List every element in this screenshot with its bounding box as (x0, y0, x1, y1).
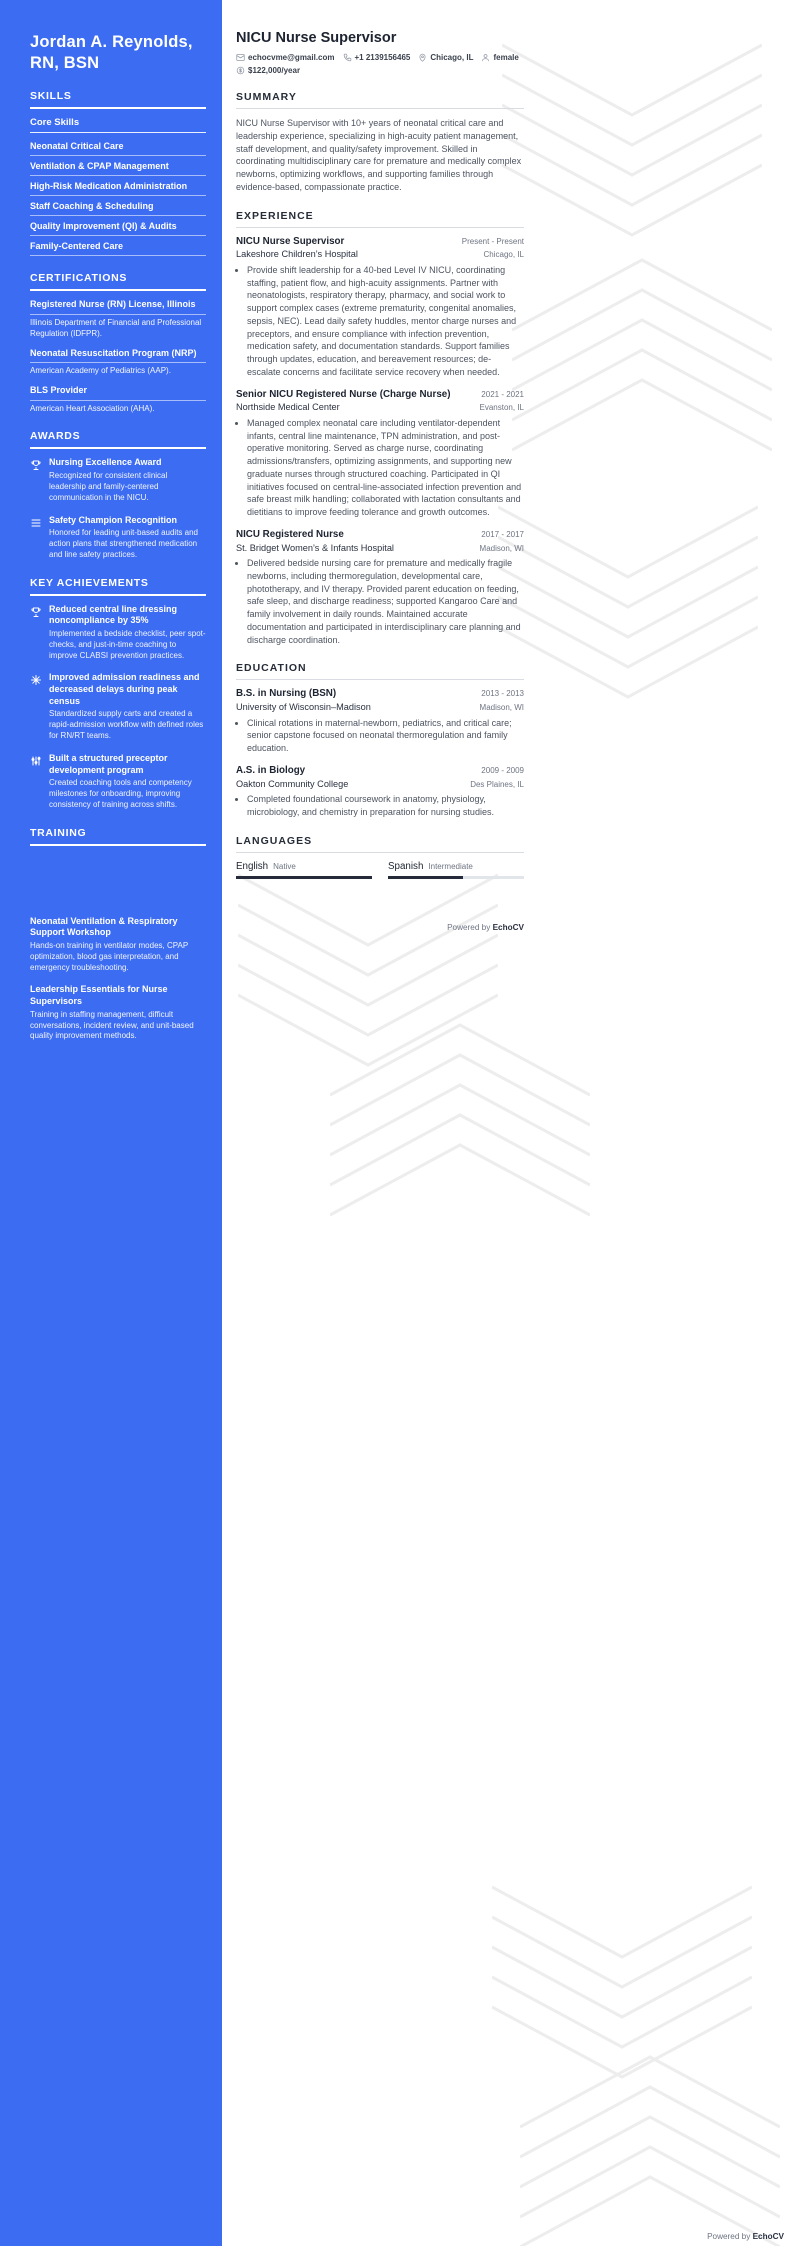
languages-heading: LANGUAGES (236, 835, 524, 853)
skills-group-title: Core Skills (30, 117, 206, 133)
language-proficiency-fill (388, 876, 463, 879)
education-bullet: • Completed foundational coursework in anatomy, physiology, microbiology, and chemistry in preparation for nursing studies. (247, 793, 524, 819)
job-company: St. Bridget Women’s & Infants Hospital (236, 542, 394, 553)
language-item (388, 861, 524, 879)
sparkle-icon (30, 672, 42, 741)
education-bullets (236, 793, 524, 819)
school-name: University of Wisconsin–Madison (236, 702, 371, 713)
contact-location-value: Chicago, IL (430, 53, 474, 62)
achievement-name: Improved admission readiness and decreased delays during peak census (49, 672, 200, 706)
contact-location (418, 53, 473, 62)
award-name: Nursing Excellence Award (49, 457, 162, 468)
language-name: Spanish (388, 860, 424, 872)
contact-gender-value: female (493, 53, 519, 62)
achievement-item (30, 672, 206, 741)
award-item (30, 457, 206, 503)
job-location: Madison, WI (479, 543, 524, 553)
summary-text: NICU Nurse Supervisor with 10+ years of neonatal critical care and leadership experience, specializing in high-acuity patient management, staff development, and quality/safety improvement. Skilled in coordinating multidisciplinary care for premature and medically complex newborns, optimizing workflows, and supporting families through evidence-based, compassionate practice. (236, 118, 522, 192)
job-dates: 2017 - 2017 (481, 529, 524, 539)
training-description: Hands-on training in ventilator modes, CPAP optimization, blood gas interpretation, and emergency troubleshooting. (30, 940, 189, 972)
email-icon (236, 53, 245, 62)
skills-heading: SKILLS (30, 90, 206, 109)
experience-entry (236, 236, 524, 379)
summary-section (236, 91, 524, 194)
contact-salary-value: $122,000/year (248, 66, 301, 75)
degree-name: B.S. in Nursing (BSN) (236, 688, 337, 700)
achievement-description: Created coaching tools and competency milestones for onboarding, improving consistency of training across shifts. (49, 778, 192, 809)
job-company: Lakeshore Children’s Hospital (236, 249, 358, 260)
chevron-pattern (498, 492, 758, 702)
candidate-name: Jordan A. Reynolds, RN, BSN (30, 33, 193, 73)
sliders-icon (30, 753, 42, 811)
certification-name: BLS Provider (30, 385, 206, 401)
language-proficiency-bar (236, 876, 372, 879)
skill-item: Ventilation & CPAP Management (30, 159, 206, 176)
degree-name: A.S. in Biology (236, 764, 306, 776)
job-dates: Present - Present (461, 236, 524, 246)
dollar-circle-icon (236, 66, 245, 75)
chevron-pattern (520, 2052, 780, 2246)
skill-item: High-Risk Medication Administration (30, 179, 206, 196)
location-pin-icon (418, 53, 427, 62)
certification-item (30, 385, 206, 414)
training-item (30, 916, 206, 974)
skill-item: Neonatal Critical Care (30, 139, 206, 156)
training-item (30, 984, 206, 1042)
job-bullets (236, 557, 524, 646)
skills-section (30, 90, 206, 256)
job-bullets (236, 417, 524, 519)
language-name: English (236, 860, 269, 872)
certification-name: Neonatal Resuscitation Program (NRP) (30, 348, 206, 364)
awards-section (30, 430, 206, 560)
sidebar (0, 0, 222, 2246)
certification-name: Registered Nurse (RN) License, Illinois (30, 299, 206, 315)
job-role: NICU Nurse Supervisor (236, 235, 345, 247)
contact-email-value: echocvme@gmail.com (248, 53, 335, 62)
job-bullet: • Managed complex neonatal care including ventilator-dependent infants, central line maintenance, TPN administration, and post-operative monitoring. Served as charge nurse, coordinating admissions/transfers, optimizing assignments, and supporting new graduate nurses through structured coaching. Participated in QI initiatives focused on central-line-associated infection prevention and safe breast milk handling; collaborated with lactation consultants and dietitians to improve feeding tolerance and growth outcomes. (247, 417, 524, 519)
award-description: Recognized for consistent clinical leadership and family-centered communication in the NICU. (49, 471, 168, 502)
certification-item (30, 299, 206, 339)
resume-title: NICU Nurse Supervisor (236, 30, 397, 46)
experience-entry (236, 529, 524, 647)
job-bullet: • Provide shift leadership for a 40-bed Level IV NICU, coordinating staffing, patient flow, and high-acuity assignments. Partner with neonatologists, respiratory therapy, pharmacy, and social work to support complex cases (extreme prematurity, congenital anomalies, sepsis, NEC). Lead daily safety huddles, mentor charge nurses and preceptors, and ensure compliance with infection prevention, medication safety, and documentation standards. Support families through updates, education, and bereavement resources; de-escalate concerns and facilitate service recovery when needed. (247, 264, 524, 379)
powered-by-brand: EchoCV (492, 922, 524, 932)
certification-item (30, 348, 206, 377)
skill-item: Quality Improvement (QI) & Audits (30, 219, 206, 236)
contact-phone-value: +1 2139156465 (354, 53, 411, 62)
language-item (236, 861, 372, 879)
education-entry (236, 765, 524, 819)
education-bullets (236, 717, 524, 755)
experience-heading: EXPERIENCE (236, 210, 524, 228)
contact-phone (343, 53, 411, 62)
job-role: NICU Registered Nurse (236, 528, 344, 540)
trophy-icon (30, 604, 42, 662)
contact-row-2 (236, 66, 524, 75)
language-proficiency-bar (388, 876, 524, 879)
person-icon (481, 53, 490, 62)
skills-list (30, 139, 206, 256)
degree-dates: 2013 - 2013 (481, 689, 524, 699)
job-bullet: • Delivered bedside nursing care for premature and medically fragile newborns, including thermoregulation, developmental care, phototherapy, and IV therapy. Provided parent education on feeding, safe sleep, and discharge readiness; supported Kangaroo Care and family involvement in daily rounds. Maintained accurate documentation and participated in interdisciplinary care planning and discharge coordination. (247, 557, 524, 646)
job-company: Northside Medical Center (236, 402, 340, 413)
achievement-name: Built a structured preceptor development program (49, 752, 168, 775)
certifications-section (30, 272, 206, 414)
chevron-pattern (502, 30, 762, 240)
summary-heading: SUMMARY (236, 91, 524, 109)
job-location: Evanston, IL (479, 403, 524, 413)
job-location: Chicago, IL (483, 250, 524, 260)
school-name: Oakton Community College (236, 778, 349, 789)
powered-by-badge (236, 923, 524, 932)
job-bullets (236, 264, 524, 379)
phone-icon (343, 53, 352, 62)
contact-email (236, 53, 335, 62)
experience-entry (236, 389, 524, 519)
degree-dates: 2009 - 2009 (481, 765, 524, 775)
list-icon (30, 515, 42, 561)
school-location: Madison, WI (479, 703, 524, 713)
achievement-item (30, 604, 206, 662)
skill-item: Family-Centered Care (30, 239, 206, 256)
powered-by-footer (707, 2232, 784, 2241)
powered-by-brand: EchoCV (752, 2232, 784, 2241)
chevron-pattern (330, 1020, 590, 1230)
certifications-heading: CERTIFICATIONS (30, 272, 206, 291)
experience-section (236, 210, 524, 647)
main-content (236, 0, 524, 932)
contact-row (236, 53, 524, 62)
powered-by-text: Powered by (447, 922, 493, 932)
language-level: Intermediate (428, 861, 473, 871)
training-name: Neonatal Ventilation & Respiratory Support Workshop (30, 915, 178, 938)
contact-gender (481, 53, 518, 62)
achievement-description: Standardized supply carts and created a rapid-admission workflow with defined roles for RN/RT teams. (49, 709, 204, 741)
key-achievements-heading: KEY ACHIEVEMENTS (30, 577, 206, 596)
trophy-icon (30, 457, 42, 503)
certification-issuer: American Academy of Pediatrics (AAP). (30, 366, 171, 376)
education-section (236, 662, 524, 818)
achievement-name: Reduced central line dressing noncompliance by 35% (49, 603, 178, 626)
chevron-pattern (512, 255, 772, 465)
certification-issuer: American Heart Association (AHA). (30, 403, 155, 413)
language-proficiency-fill (236, 876, 372, 879)
award-description: Honored for leading unit-based audits and action plans that strengthened medication and line safety practices. (49, 528, 198, 559)
chevron-pattern (492, 1872, 752, 2082)
award-item (30, 515, 206, 561)
education-heading: EDUCATION (236, 662, 524, 680)
language-level: Native (273, 861, 296, 871)
training-name: Leadership Essentials for Nurse Supervisors (30, 984, 168, 1007)
certification-issuer: Illinois Department of Financial and Professional Regulation (IDFPR). (30, 317, 202, 338)
award-name: Safety Champion Recognition (49, 514, 178, 525)
job-dates: 2021 - 2021 (481, 389, 524, 399)
training-section (30, 827, 206, 1043)
education-bullet: • Clinical rotations in maternal-newborn, pediatrics, and critical care; senior capstone focused on neonatal thermoregulation and family education. (247, 717, 524, 755)
achievement-description: Implemented a bedside checklist, peer spot-checks, and just-in-time coaching to improve CLABSI prevention practices. (49, 629, 206, 660)
key-achievements-section (30, 577, 206, 811)
powered-by-text: Powered by (707, 2232, 753, 2241)
languages-section (236, 835, 524, 879)
training-description: Training in staffing management, difficult conversations, incident review, and unit-based quality improvement methods. (30, 1009, 194, 1041)
contact-salary (236, 66, 300, 75)
training-heading: TRAINING (30, 827, 206, 846)
school-location: Des Plaines, IL (470, 779, 524, 789)
awards-heading: AWARDS (30, 430, 206, 449)
education-entry (236, 688, 524, 754)
job-role: Senior NICU Registered Nurse (Charge Nurse) (236, 388, 451, 400)
skill-item: Staff Coaching & Scheduling (30, 199, 206, 216)
achievement-item (30, 753, 206, 811)
